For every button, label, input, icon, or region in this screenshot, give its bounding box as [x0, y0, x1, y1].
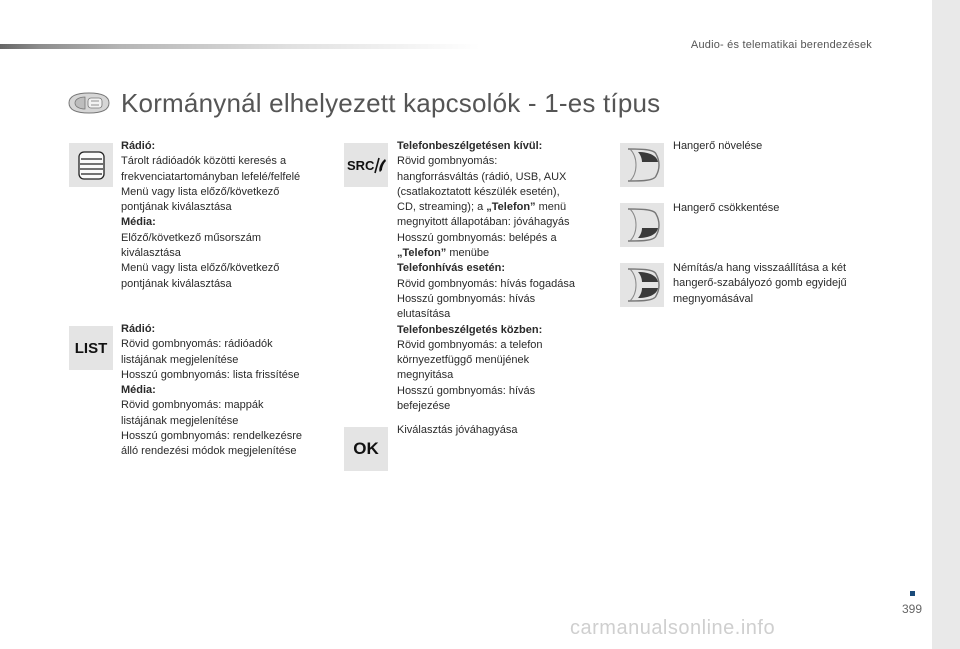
text-line: Hosszú gombnyomás: lista frissítése — [121, 368, 300, 381]
volume-down-description — [673, 201, 888, 216]
text-line: frekvenciatartományban lefelé/felfelé — [121, 170, 301, 183]
emphasis-telefon: „Telefon” — [486, 201, 536, 214]
text-line: Kiválasztás jóváhagyása — [397, 424, 518, 436]
text-line: Rövid gombnyomás: hívás fogadása — [397, 277, 575, 290]
text-line: Hosszú gombnyomás: rendelkezésre — [121, 430, 302, 443]
list-button-icon: LIST — [69, 326, 113, 370]
text-line: Hangerő csökkentése — [673, 202, 780, 214]
text-line: Menü vagy lista előző/következő — [121, 185, 280, 198]
text-line: Rövid gombnyomás: mappák — [121, 399, 264, 412]
emphasis-telefon: „Telefon” — [397, 247, 447, 260]
text-line: álló rendezési módok megjelenítése — [121, 445, 297, 458]
volume-down-button-icon — [620, 203, 664, 247]
text-line: Rövid gombnyomás: a telefon — [397, 338, 543, 351]
text-line: Hosszú gombnyomás: hívás — [397, 384, 536, 397]
text-line: Hosszú gombnyomás: belépés a — [397, 231, 557, 244]
text-line — [397, 246, 612, 261]
text-line: Tárolt rádióadók közötti keresés a — [121, 155, 287, 168]
page-number: 399 — [902, 602, 923, 616]
section-heading: Telefonbeszélgetés közben: — [397, 323, 543, 336]
text-line: hangforrásváltás (rádió, USB, AUX — [397, 170, 567, 183]
page-edge-strip — [932, 0, 960, 649]
section-heading: Telefonbeszélgetésen kívül: — [397, 140, 543, 152]
text-line: megnyitása — [397, 369, 454, 382]
text-line: Némítás/a hang visszaállítása a két — [673, 262, 847, 274]
svg-text:SRC: SRC — [347, 158, 375, 173]
text-fragment: CD, streaming); a — [397, 201, 487, 214]
text-line: környezetfüggő menüjének — [397, 354, 530, 367]
text-line: listájának megjelenítése — [121, 353, 239, 366]
page-marker — [910, 591, 915, 596]
section-heading: Rádió: — [121, 323, 156, 335]
text-line: megnyitott állapotában: jóváhagyás — [397, 216, 570, 229]
watermark: carmanualsonline.info — [570, 617, 776, 639]
steering-wheel-controls-icon — [67, 90, 111, 116]
src-phone-button-icon — [344, 143, 388, 187]
ok-button-description — [397, 423, 612, 438]
section-heading: Média: — [121, 216, 156, 229]
text-line: Hosszú gombnyomás: hívás — [397, 292, 536, 305]
src-button-description — [397, 139, 612, 414]
text-line: pontjának kiválasztása — [121, 201, 232, 214]
text-line: hangerő-szabályozó gomb egyidejű — [673, 277, 847, 290]
text-line: Előző/következő műsorszám — [121, 231, 261, 244]
scroll-wheel-icon — [69, 143, 113, 187]
text-line: elutasítása — [397, 308, 451, 321]
section-heading: Telefonhívás esetén: — [397, 262, 505, 275]
text-line: Menü vagy lista előző/következő — [121, 262, 280, 275]
page-title: Kormánynál elhelyezett kapcsolók - 1-es típus — [121, 88, 661, 118]
header-rule — [0, 44, 480, 49]
volume-up-button-icon — [620, 143, 664, 187]
list-button-description — [121, 322, 336, 460]
text-line: pontjának kiválasztása — [121, 277, 232, 290]
text-line: megnyomásával — [673, 292, 754, 305]
text-line: Rövid gombnyomás: rádióadók — [121, 338, 273, 351]
running-head: Audio- és telematikai berendezések — [690, 39, 872, 51]
text-fragment: menübe — [446, 247, 490, 260]
text-fragment: menü — [535, 201, 567, 214]
scroll-wheel-description — [121, 139, 336, 292]
ok-button-icon: OK — [344, 427, 388, 471]
mute-both-buttons-icon — [620, 263, 664, 307]
section-heading: Rádió: — [121, 140, 156, 152]
text-line: (csatlakoztatott készülék esetén), — [397, 185, 560, 198]
text-line: listájának megjelenítése — [121, 414, 239, 427]
mute-description — [673, 261, 888, 307]
text-line: Rövid gombnyomás: — [397, 155, 498, 168]
text-line — [397, 200, 612, 215]
text-line: befejezése — [397, 400, 451, 413]
volume-up-description — [673, 139, 888, 154]
section-heading: Média: — [121, 384, 156, 397]
text-line: kiválasztása — [121, 247, 181, 260]
text-line: Hangerő növelése — [673, 140, 763, 152]
